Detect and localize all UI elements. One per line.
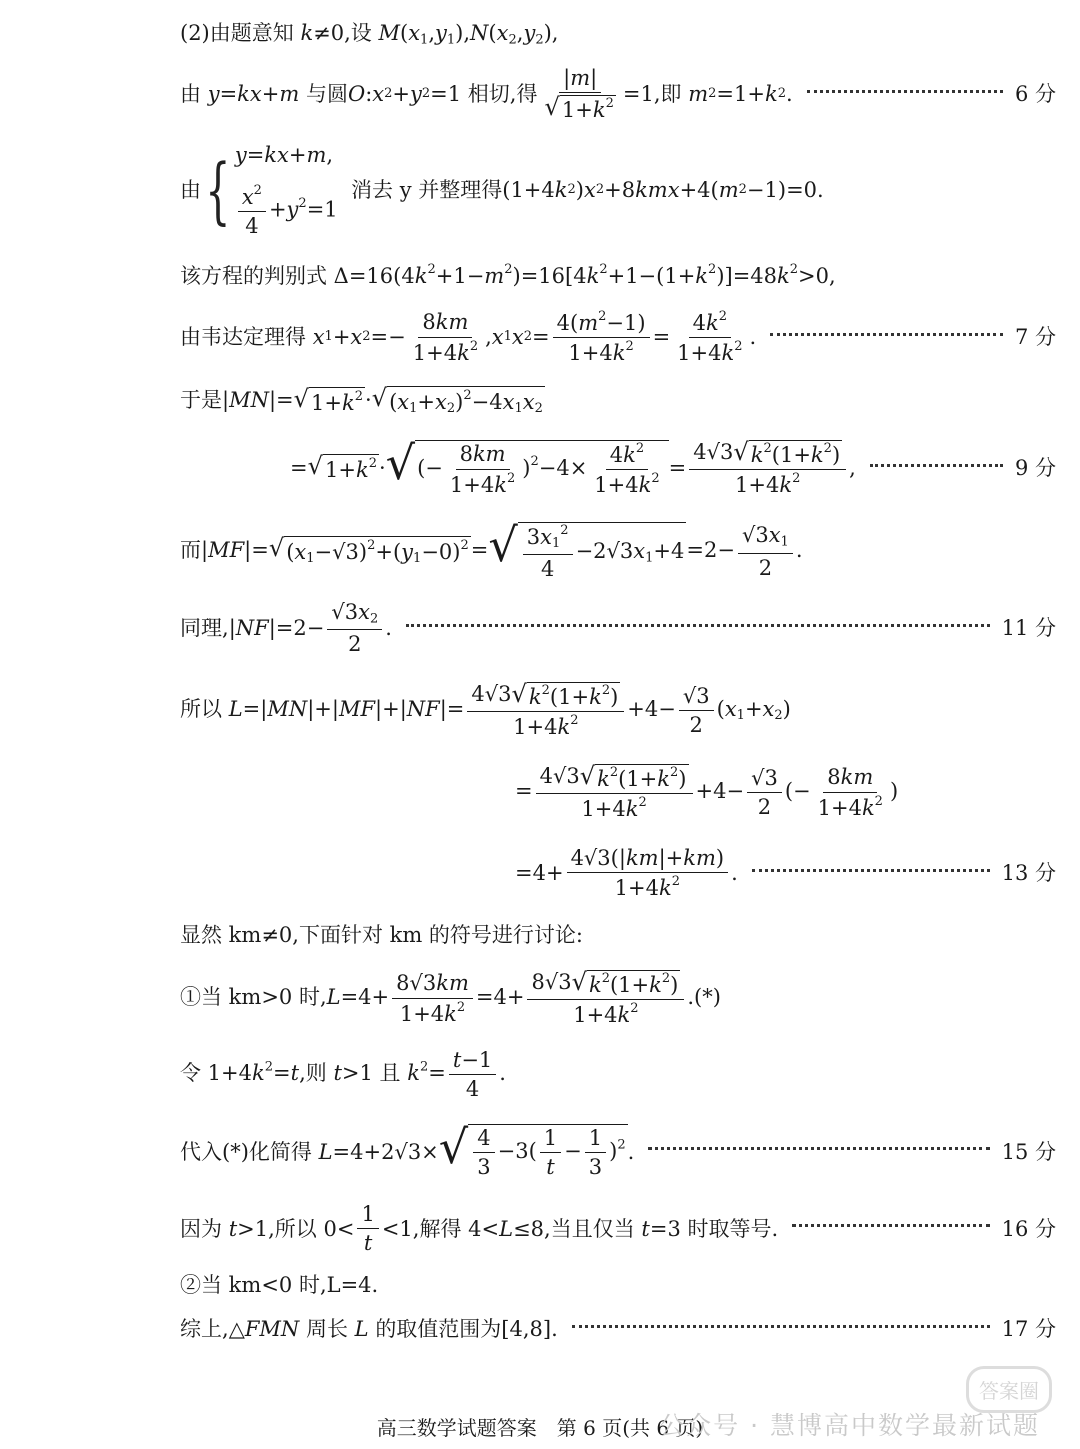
dot-leader [572,1325,990,1328]
line-2: 由 y = kx + m 与圆 O : x 2 + y 2 =1 相切,得 |m| √ $1+k^2$ =1 ,即 m 2 =1+ k 2 . 6 分 [180,66,1056,122]
dot-leader [792,1224,989,1227]
score-label: 7 分 [1014,325,1056,350]
line-15: 令 $1+4k^2=t$,则 t>1 且 $k^2=$ $\frac{t-1}{4}$ . [180,1048,506,1102]
dot-leader [870,464,1003,467]
text: (2)由题意知 [180,21,294,45]
line-1: (2)由题意知 k≠0,设 $M(x_1,y_1),N(x_2,y_2)$, [180,21,559,48]
dot-leader [406,624,990,627]
line-10: 所以 L=|MN|+|MF|+|NF|= 4√3 √ $k^2(1+k^2)$ $1+4k^2$ +4− $\frac{√3}{2}$ $(x_1+x_2)$ [180,680,791,739]
fraction: |m| √ $1+k^2$ [544,66,614,122]
score-label: 13 分 [1001,860,1056,885]
dot-leader [770,333,1003,336]
line-14: ①当 km>0 时,L=4+ $\frac{8√3km}{1+4k^2}$ =4+ 8√3 √ $k^2(1+k^2)$ $1+4k^2$ .(*) [180,968,721,1027]
dot-leader [807,90,1003,93]
line-8: 而|MF|= √ $(x_1-√3)^2+(y_1-0)^2$ = √ $\frac{3x_1^2}{4}$ $-2√3x_1+4$ =2− $\frac{√3x_1}{2}$ . [180,518,803,581]
dot-leader [752,869,990,872]
line-19: 综上, △ FMN 周长 L 的取值范围为[4,8]. 17 分 [180,1317,1056,1341]
score-label: 9 分 [1014,456,1056,481]
line-13: 显然 km≠0,下面针对 km 的符号进行讨论: [180,923,584,947]
line-6: 于是|MN|= √ $1+k^2$ · √ $(x_1+x_2)^2-4x_1x_2$ [180,384,543,416]
watermark-logo-icon: 答案圈 [966,1366,1052,1413]
score-label: 6 分 [1014,81,1056,106]
watermark-text: 公众号 · 慧博高中数学最新试题 [659,1411,1040,1440]
score-label: 17 分 [1001,1317,1056,1341]
brace-icon: { [205,148,231,233]
line-5: 由韦达定理得 x 1 + x 2 =− $\frac{8km}{1+4k^2}$ , x 1 x 2 = $\frac{4(m^2-1)}{1+4k^2}$ = $\frac{4k^2}{1+4k^2}$ . 7 分 [180,309,1056,365]
line-7: = √ $1+k^2$ · √ (− $\frac{8km}{1+4k^2}$ )$^2$−4× $\frac{4k^2}{1+4k^2}$ = 4√3 √ $k^2(1+k^2)$ $1+4k^2$ , 9 分 [290,436,1056,497]
score-label: 16 分 [1001,1216,1056,1241]
page-footer: 高三数学试题答案 第 6 页(共 6 页) [376,1416,704,1440]
line-16: 代入(*)化简得 L =4+2√3× √ $\frac{4}{3}$ −3( $\frac{1}{t}$ − $\frac{1}{3}$ )$^2$ . 15 分 [180,1120,1056,1180]
score-label: 15 分 [1001,1139,1056,1164]
line-4: 该方程的判别式 $\Delta=16(4k^2+1-m^2)=16[4k^2+1-(1+k^2)]=48k^2>0$, [180,262,836,288]
line-17: 因为 t >1 ,所以 0< $\frac{1}{t}$ <1 ,解得 4< L ≤8 ,当且仅当 t =3 时取等号. 16 分 [180,1202,1056,1256]
equation-system: 由 { y=kx+m, $\frac{x^2}{4}$ $+y^2=1$ 消去 y 并整理得 (1+4 k 2 ) x 2 +8 kmx +4( m 2 −1)=0. [180,143,824,239]
line-9: 同理, | NF |=2− $\frac{√3x_2}{2}$ . 11 分 [180,600,1056,657]
line-12: =4+ $\frac{4√3(|km|+km)}{1+4k^2}$ . 13 分 [515,846,1056,900]
line-18: ②当 km<0 时,L=4. [180,1273,379,1297]
score-label: 11 分 [1001,616,1056,641]
line-11: = 4√3 √ $k^2(1+k^2)$ $1+4k^2$ +4− $\frac{√3}{2}$ (− $\frac{8km}{1+4k^2}$ ) [515,762,899,821]
dot-leader [648,1147,989,1150]
line-3 [180,142,1056,238]
